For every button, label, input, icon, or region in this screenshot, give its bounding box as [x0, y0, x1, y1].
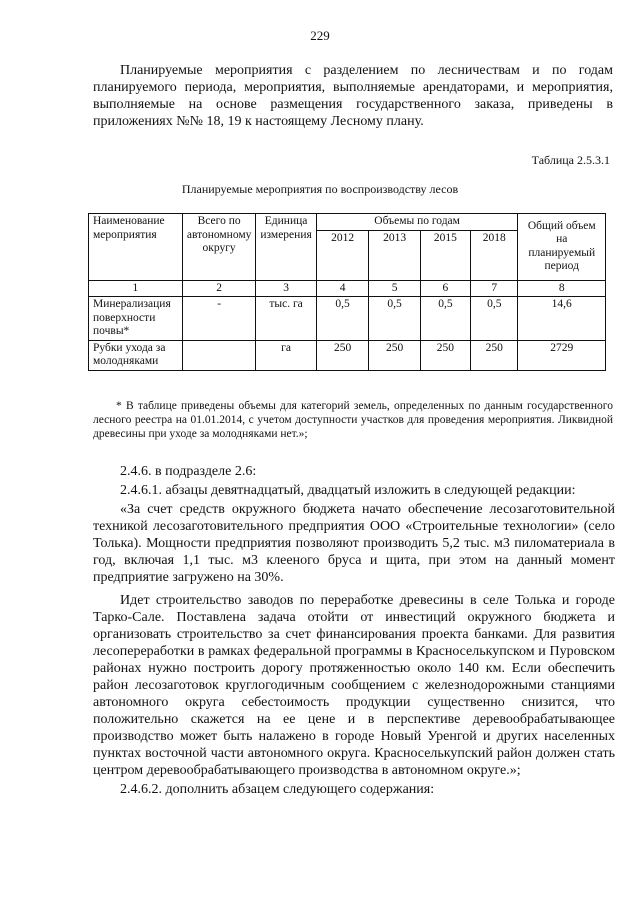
- paragraph: 2.4.6.1. абзацы девятнадцатый, двадцатый изложить в следующей редакции:: [120, 483, 576, 498]
- paragraph: 2.4.6.2. дополнить абзацем следующего содержания:: [120, 782, 435, 797]
- row-period-total: 2729: [518, 340, 606, 370]
- intro-text: Планируемые мероприятия с разделением по лесничествам и по годам планируемого периода, мероприятия, выполняемые арендаторами, и мероприятия, выполняемые на основе размещения государственного заказа, приведены в приложениях №№ 18, 19 к настоящему Лесному плану.: [93, 63, 613, 129]
- header-year: 2013: [369, 230, 420, 280]
- column-number: 1: [89, 280, 183, 297]
- column-number: 8: [518, 280, 606, 297]
- header-total-okrug: Всего по автономному округу: [182, 214, 256, 281]
- paragraph: Идет строительство заводов по переработке древесины в селе Толька и городе Тарко-Сале. Поставлена задача отойти от инвестиций окружного бюджета и организовать строительство за счет финансирования проекта банками. Для развития лесопереработки в рамках федеральной программы в Красноселькупском и Пуровском районах нужно построить дорогу протяженностью около 140 км. Если обеспечить район лесозаготовок круглогодичным сообщением с железнодорожными станциями автономного округа себестоимость продукции существенно снизится, что положительно скажется на ее цене и в перспективе деревообрабатывающее производство может быть налажено в городе Новый Уренгой и других населенных пунктах восточной части автономного округа. Красноселькупский район должен стать центром деревообрабатывающего производства в автономном округе.»;: [93, 593, 615, 778]
- row-value: 0,5: [420, 297, 470, 341]
- row-unit: га: [256, 340, 316, 370]
- table-footnote: [93, 399, 613, 441]
- row-value: 250: [471, 340, 518, 370]
- row-name: Рубки ухода за молодняками: [89, 340, 183, 370]
- row-period-total: 14,6: [518, 297, 606, 341]
- table-row: [89, 297, 606, 341]
- header-volumes: Объемы по годам: [316, 214, 518, 231]
- table-row: [89, 340, 606, 370]
- row-total: -: [182, 297, 256, 341]
- table-caption: Планируемые мероприятия по воспроизводству лесов: [181, 182, 459, 196]
- column-number: 5: [369, 280, 420, 297]
- row-value: 0,5: [316, 297, 369, 341]
- page-number: 229: [310, 28, 330, 43]
- intro-paragraph: [93, 62, 613, 130]
- column-number: 3: [256, 280, 316, 297]
- header-year: 2015: [420, 230, 470, 280]
- reforestation-table: [88, 213, 606, 371]
- row-value: 250: [316, 340, 369, 370]
- footnote-text: * В таблице приведены объемы для категорий земель, определенных по данным государственного лесного реестра на 01.01.2014, с учетом доступности участков для проведения мероприятия. Ликвидной древесины при уходе за молодняками нет.»;: [93, 400, 613, 440]
- paragraph: 2.4.6. в подразделе 2.6:: [120, 464, 257, 479]
- body-text: [93, 463, 615, 804]
- header-year: 2018: [471, 230, 518, 280]
- row-value: 0,5: [369, 297, 420, 341]
- header-unit: Единица измерения: [256, 214, 316, 281]
- header-name: Наименование мероприятия: [89, 214, 183, 281]
- row-value: 250: [369, 340, 420, 370]
- column-number: 2: [182, 280, 256, 297]
- row-value: 250: [420, 340, 470, 370]
- row-value: 0,5: [471, 297, 518, 341]
- table-label: Таблица 2.5.3.1: [531, 153, 610, 167]
- paragraph: «За счет средств окружного бюджета начато обеспечение лесозаготовительной техникой лесозаготовительного предприятия ООО «Строительные технологии» (село Толька). Мощности предприятия позволяют производить 5,2 тыс. м3 пиломатериала в год, включая 1,1 тыс. м3 клееного бруса и щита, при этом на данный момент предприятие загружено на 30%.: [93, 502, 615, 585]
- column-number: 6: [420, 280, 470, 297]
- header-total-period: Общий объем на планируемый период: [518, 214, 606, 281]
- row-name: Минерализация поверхности почвы*: [89, 297, 183, 341]
- row-total: [182, 340, 256, 370]
- column-number: 4: [316, 280, 369, 297]
- row-unit: тыс. га: [256, 297, 316, 341]
- header-year: 2012: [316, 230, 369, 280]
- column-number: 7: [471, 280, 518, 297]
